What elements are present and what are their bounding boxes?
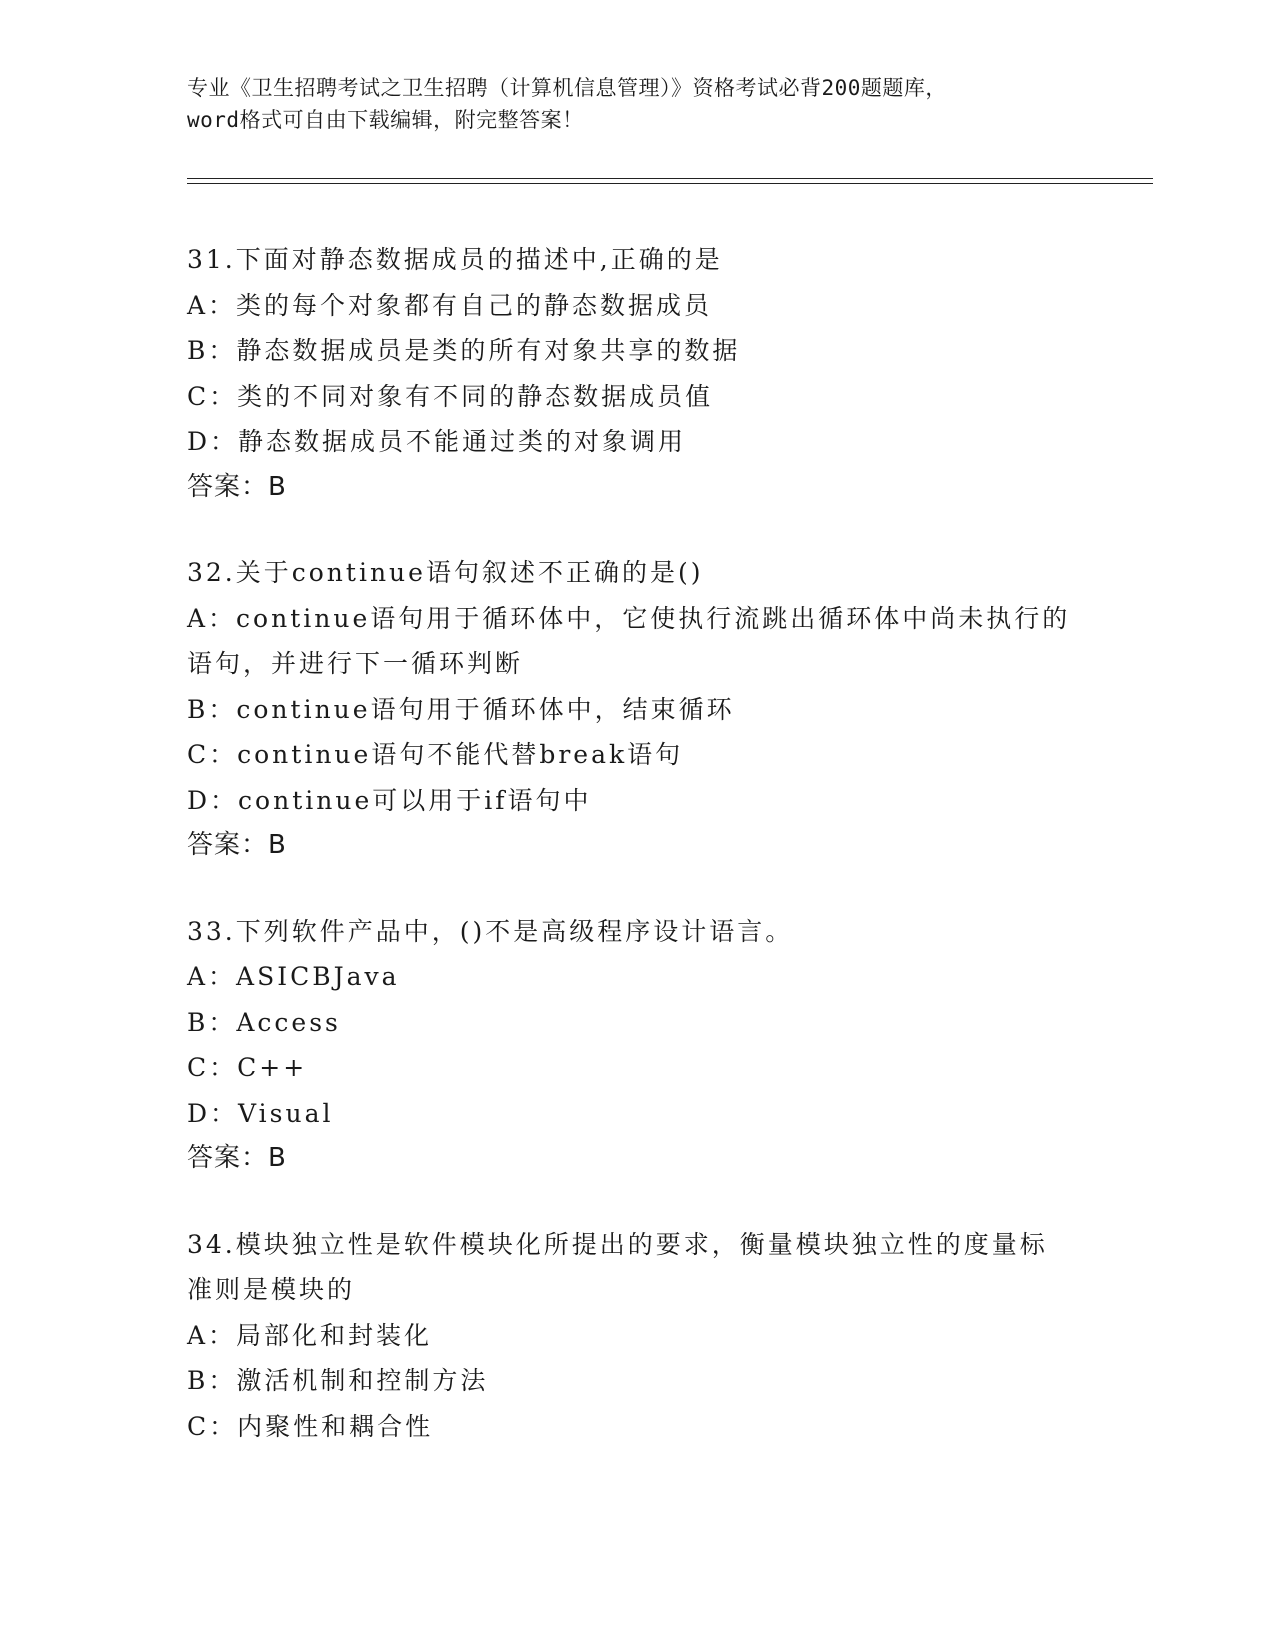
question-option: B：continue语句用于循环体中，结束循环 [187, 694, 735, 724]
question-block [187, 237, 1087, 510]
question-block [187, 550, 1087, 869]
question-option: C：内聚性和耦合性 [187, 1411, 434, 1441]
header-title-line1: 专业《卫生招聘考试之卫生招聘（计算机信息管理）》资格考试必背200题题库， [187, 76, 947, 100]
header-divider-top [187, 178, 1153, 179]
question-option: A：continue语句用于循环体中，它使执行流跳出循环体中尚未执行的 [187, 603, 1071, 633]
question-answer: 答案：B [187, 1143, 287, 1173]
question-stem: 32.关于continue语句叙述不正确的是() [187, 558, 704, 587]
question-answer: 答案：B [187, 471, 287, 502]
question-block [187, 1222, 1087, 1450]
question-list [187, 237, 1087, 1489]
question-option: C：continue语句不能代替break语句 [187, 740, 684, 769]
question-option: D：静态数据成员不能通过类的对象调用 [187, 427, 687, 456]
question-option: C：类的不同对象有不同的静态数据成员值 [187, 381, 714, 411]
question-stem: 准则是模块的 [187, 1275, 356, 1304]
document-header [187, 72, 1087, 136]
question-option: A：类的每个对象都有自己的静态数据成员 [187, 290, 713, 320]
question-stem: 34.模块独立性是软件模块化所提出的要求，衡量模块独立性的度量标 [187, 1229, 1048, 1259]
question-option: A：局部化和封装化 [187, 1320, 433, 1350]
question-option: A：ASICBJava [187, 962, 400, 991]
question-option: 语句，并进行下一循环判断 [187, 649, 524, 678]
question-option: C：C++ [187, 1053, 308, 1082]
header-title-line2: word格式可自由下载编辑，附完整答案！ [187, 108, 584, 132]
header-divider-bottom [187, 183, 1153, 184]
question-option: D：continue可以用于if语句中 [187, 785, 592, 815]
question-answer: 答案：B [187, 830, 287, 860]
question-option: B：Access [187, 1007, 341, 1037]
question-option: D：Visual [187, 1098, 334, 1128]
question-block [187, 909, 1087, 1182]
question-stem: 31.下面对静态数据成员的描述中,正确的是 [187, 245, 723, 274]
question-option: B：激活机制和控制方法 [187, 1366, 489, 1395]
question-option: B：静态数据成员是类的所有对象共享的数据 [187, 336, 741, 365]
question-stem: 33.下列软件产品中，()不是高级程序设计语言。 [187, 916, 794, 946]
